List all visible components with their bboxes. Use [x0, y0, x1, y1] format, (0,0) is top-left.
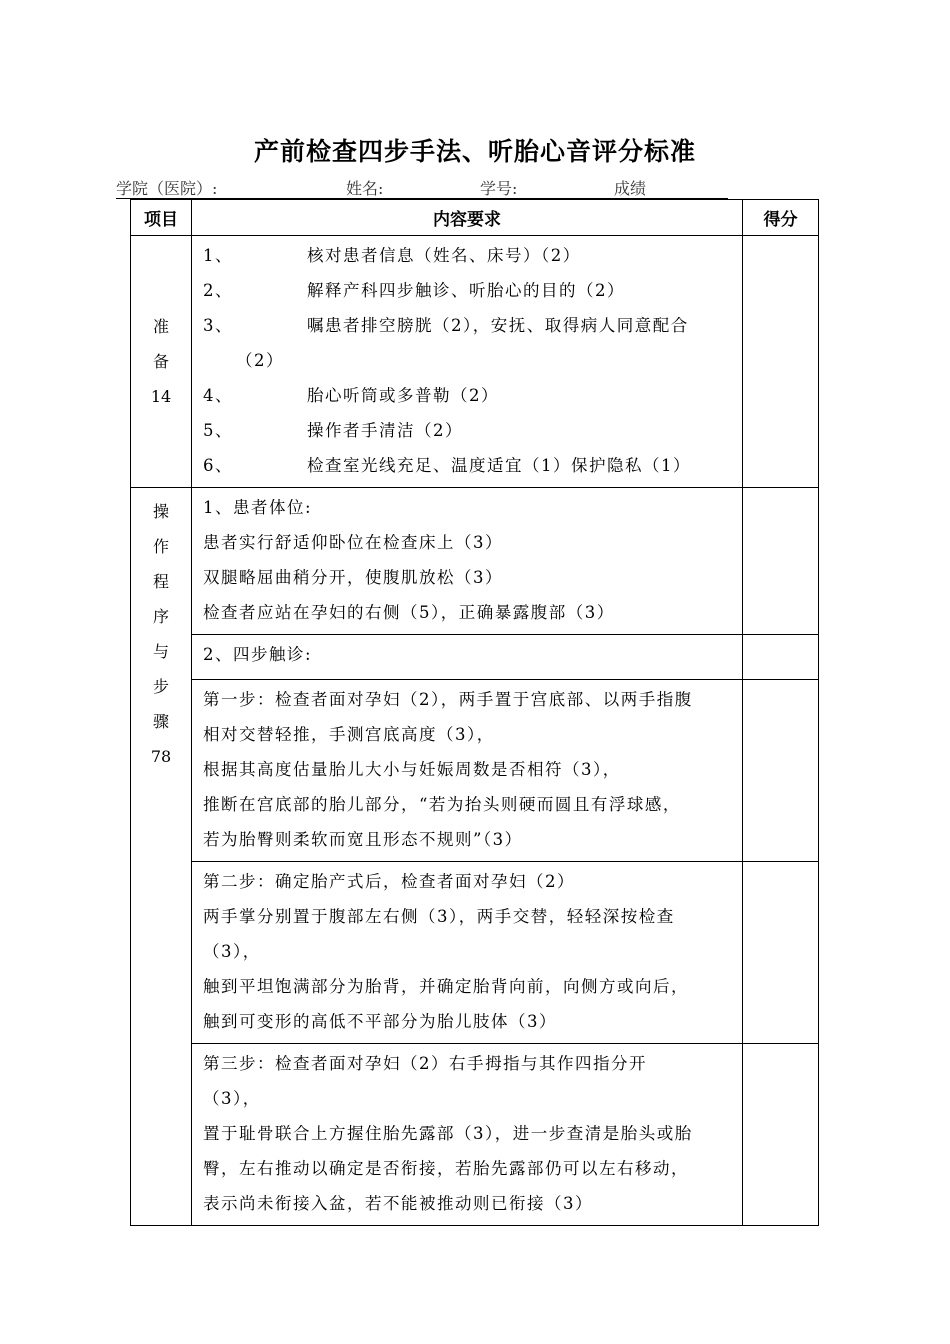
- list-item-continuation: （2）: [236, 351, 284, 370]
- list-item: 3、 嘱患者排空膀胱（2），安抚、取得病人同意配合: [203, 316, 689, 335]
- table-row-step2: [131, 862, 819, 1044]
- step1-content: [192, 680, 743, 862]
- score-cell-step2[interactable]: [743, 862, 819, 1044]
- student-id-label: 学号:: [480, 179, 518, 198]
- category-points: 14: [150, 387, 172, 406]
- table-row-preparation: [131, 236, 819, 488]
- header-content: 内容要求: [192, 200, 743, 236]
- category-char: 与: [152, 642, 169, 661]
- text-line: 相对交替轻推，手测宫底高度（3），: [203, 725, 495, 744]
- category-points: 78: [150, 747, 172, 766]
- list-item: 2、 解释产科四步触诊、听胎心的目的（2）: [203, 281, 625, 300]
- text-line: 第三步：检查者面对孕妇（2）右手拇指与其作四指分开: [203, 1054, 647, 1073]
- text-line: 置于耻骨联合上方握住胎先露部（3），进一步查清是胎头或胎: [203, 1124, 693, 1143]
- list-item: 5、 操作者手清洁（2）: [203, 421, 463, 440]
- student-info-line: [116, 176, 728, 199]
- header-score: 得分: [743, 200, 819, 236]
- score-cell-step1[interactable]: [743, 680, 819, 862]
- scoring-table: [130, 199, 819, 1226]
- step2-content: [192, 862, 743, 1044]
- text-line: 推断在宫底部的胎儿部分，“若为抬头则硬而圆且有浮球感，: [203, 795, 681, 814]
- category-char: 准: [152, 317, 169, 336]
- name-label: 姓名:: [346, 179, 384, 198]
- category-char: 序: [152, 607, 169, 626]
- text-line: 患者实行舒适仰卧位在检查床上（3）: [203, 533, 503, 552]
- text-line: 检查者应站在孕妇的右侧（5），正确暴露腹部（3）: [203, 603, 615, 622]
- category-char: 操: [152, 502, 169, 521]
- text-line: 两手掌分别置于腹部左右侧（3），两手交替，轻轻深按检查: [203, 907, 675, 926]
- text-line: 若为胎臀则柔软而宽且形态不规则”（3）: [203, 830, 523, 849]
- list-item: 4、 胎心听筒或多普勒（2）: [203, 386, 499, 405]
- table-row-step3: [131, 1044, 819, 1226]
- score-cell-preparation[interactable]: [743, 236, 819, 488]
- text-line: 1、患者体位:: [203, 498, 313, 517]
- text-line: （3），: [203, 942, 261, 961]
- palpation-heading: [192, 635, 743, 680]
- text-line: 触到可变形的高低不平部分为胎儿肢体（3）: [203, 1012, 557, 1031]
- table-row-palpation-heading: [131, 635, 819, 680]
- text-line: 第一步：检查者面对孕妇（2），两手置于宫底部、以两手指腹: [203, 690, 693, 709]
- text-line: 第二步：确定胎产式后，检查者面对孕妇（2）: [203, 872, 575, 891]
- text-line: 根据其高度估量胎儿大小与妊娠周数是否相符（3），: [203, 760, 621, 779]
- header-item: 项目: [131, 200, 192, 236]
- score-cell-position[interactable]: [743, 488, 819, 635]
- text-line: 双腿略屈曲稍分开，使腹肌放松（3）: [203, 568, 503, 587]
- college-label: 学院（医院）:: [116, 179, 218, 198]
- page-title: 产前检查四步手法、听胎心音评分标准: [253, 137, 696, 166]
- category-char: 程: [152, 572, 169, 591]
- category-char: 步: [152, 677, 169, 696]
- category-procedure: [131, 488, 192, 1226]
- text-line: （3），: [203, 1089, 261, 1108]
- score-cell-palpation[interactable]: [743, 635, 819, 680]
- category-char: 骤: [152, 712, 169, 731]
- table-row-step1: [131, 680, 819, 862]
- text-line: 2、四步触诊:: [203, 645, 313, 664]
- text-line: 表示尚未衔接入盆，若不能被推动则已衔接（3）: [203, 1194, 593, 1213]
- table-header-row: [131, 200, 819, 236]
- score-label: 成绩: [614, 179, 647, 198]
- step3-content: [192, 1044, 743, 1226]
- preparation-content: [192, 236, 743, 488]
- category-char: 备: [152, 352, 169, 371]
- list-item: 6、 检查室光线充足、温度适宜（1）保护隐私（1）: [203, 456, 691, 475]
- category-preparation: [131, 236, 192, 488]
- position-content: [192, 488, 743, 635]
- category-char: 作: [152, 537, 169, 556]
- list-item: 1、 核对患者信息（姓名、床号）（2）: [203, 246, 581, 265]
- score-cell-step3[interactable]: [743, 1044, 819, 1226]
- text-line: 臀，左右推动以确定是否衔接，若胎先露部仍可以左右移动，: [203, 1159, 689, 1178]
- text-line: 触到平坦饱满部分为胎背，并确定胎背向前，向侧方或向后，: [203, 977, 689, 996]
- table-row-position: [131, 488, 819, 635]
